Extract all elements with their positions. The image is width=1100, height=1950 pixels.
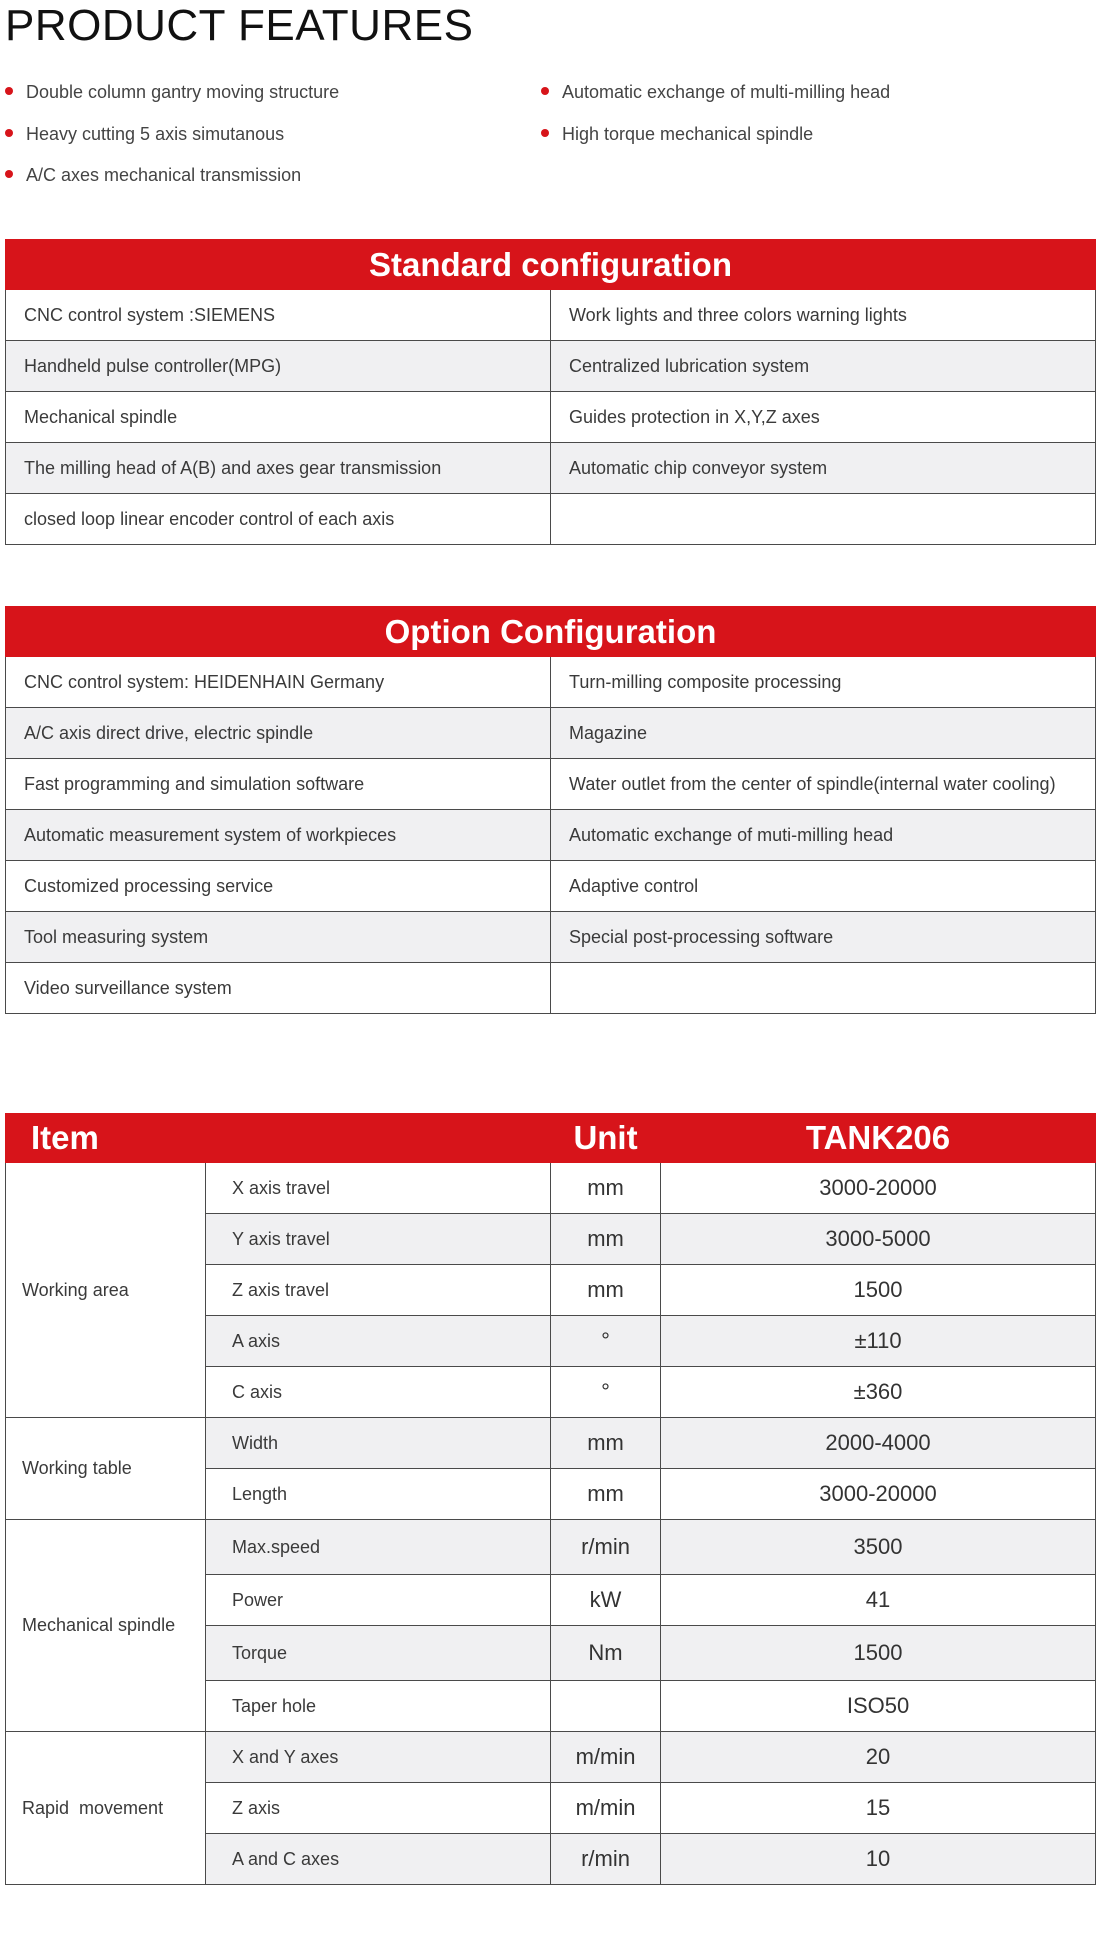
table-cell: Special post-processing software: [551, 912, 1096, 963]
table-cell: Adaptive control: [551, 861, 1096, 912]
standard-configuration-title: Standard configuration: [6, 240, 1096, 290]
table-cell: Work lights and three colors warning lights: [551, 290, 1096, 341]
spec-unit: m/min: [551, 1732, 661, 1783]
bullet-dot-icon: [541, 87, 549, 95]
spec-item: X and Y axes: [206, 1732, 551, 1783]
spec-item: Z axis travel: [206, 1265, 551, 1316]
spec-value: 10: [661, 1834, 1096, 1885]
spec-unit: r/min: [551, 1520, 661, 1575]
table-cell: [551, 963, 1096, 1014]
spec-item: Y axis travel: [206, 1214, 551, 1265]
group-label: Rapid movement: [6, 1732, 206, 1885]
header-model: TANK206: [661, 1114, 1096, 1163]
spec-unit: °: [551, 1367, 661, 1418]
bullet-dot-icon: [5, 87, 13, 95]
table-cell: Fast programming and simulation software: [6, 759, 551, 810]
spec-item: Taper hole: [206, 1681, 551, 1732]
spec-unit: mm: [551, 1265, 661, 1316]
spec-unit: mm: [551, 1163, 661, 1214]
table-cell: Magazine: [551, 708, 1096, 759]
table-row: [6, 1163, 1096, 1214]
group-label: Working area: [6, 1163, 206, 1418]
header-item: Item: [6, 1114, 551, 1163]
spec-value: 3500: [661, 1520, 1096, 1575]
table-cell: [551, 494, 1096, 545]
spec-value: ±360: [661, 1367, 1096, 1418]
table-cell: Video surveillance system: [6, 963, 551, 1014]
table-cell: Automatic exchange of muti-milling head: [551, 810, 1096, 861]
bullet-dot-icon: [541, 129, 549, 137]
table-cell: Centralized lubrication system: [551, 341, 1096, 392]
spec-value: 20: [661, 1732, 1096, 1783]
group-label: Working table: [6, 1418, 206, 1520]
spec-value: 3000-5000: [661, 1214, 1096, 1265]
spec-item: Z axis: [206, 1783, 551, 1834]
spec-unit: mm: [551, 1469, 661, 1520]
table-cell: Guides protection in X,Y,Z axes: [551, 392, 1096, 443]
table-row: [6, 1732, 1096, 1783]
table-row: [6, 1520, 1096, 1575]
spec-item: C axis: [206, 1367, 551, 1418]
table-cell: CNC control system: HEIDENHAIN Germany: [6, 657, 551, 708]
spec-value: 3000-20000: [661, 1469, 1096, 1520]
spec-unit: Nm: [551, 1626, 661, 1681]
group-label: Mechanical spindle: [6, 1520, 206, 1732]
spec-value: 2000-4000: [661, 1418, 1096, 1469]
spec-value: 1500: [661, 1265, 1096, 1316]
spec-item: Torque: [206, 1626, 551, 1681]
table-cell: CNC control system :SIEMENS: [6, 290, 551, 341]
spec-value: ISO50: [661, 1681, 1096, 1732]
spec-item: A axis: [206, 1316, 551, 1367]
specification-header-row: [6, 1114, 1096, 1163]
bullet-dot-icon: [5, 170, 13, 178]
spec-unit: [551, 1681, 661, 1732]
table-cell: Turn-milling composite processing: [551, 657, 1096, 708]
spec-unit: kW: [551, 1575, 661, 1626]
spec-value: 1500: [661, 1626, 1096, 1681]
spec-item: Power: [206, 1575, 551, 1626]
table-cell: Tool measuring system: [6, 912, 551, 963]
table-cell: Automatic chip conveyor system: [551, 443, 1096, 494]
feature-item: Heavy cutting 5 axis simutanous: [5, 122, 284, 146]
spec-value: ±110: [661, 1316, 1096, 1367]
spec-unit: mm: [551, 1214, 661, 1265]
spec-value: 3000-20000: [661, 1163, 1096, 1214]
header-unit: Unit: [551, 1114, 661, 1163]
spec-item: X axis travel: [206, 1163, 551, 1214]
spec-item: Length: [206, 1469, 551, 1520]
table-cell: Customized processing service: [6, 861, 551, 912]
table-cell: The milling head of A(B) and axes gear transmission: [6, 443, 551, 494]
feature-item: Double column gantry moving structure: [5, 80, 339, 104]
option-configuration-title: Option Configuration: [6, 607, 1096, 657]
table-cell: Handheld pulse controller(MPG): [6, 341, 551, 392]
table-cell: Water outlet from the center of spindle(internal water cooling): [551, 759, 1096, 810]
option-configuration-table: [5, 606, 1096, 1014]
spec-unit: r/min: [551, 1834, 661, 1885]
page-title: PRODUCT FEATURES: [5, 1, 474, 50]
table-cell: closed loop linear encoder control of each axis: [6, 494, 551, 545]
feature-item: A/C axes mechanical transmission: [5, 163, 301, 187]
feature-item: Automatic exchange of multi-milling head: [541, 80, 890, 104]
spec-item: Max.speed: [206, 1520, 551, 1575]
table-cell: Mechanical spindle: [6, 392, 551, 443]
table-row: [6, 1418, 1096, 1469]
spec-item: Width: [206, 1418, 551, 1469]
specification-table: [5, 1113, 1096, 1885]
table-cell: Automatic measurement system of workpieces: [6, 810, 551, 861]
spec-value: 15: [661, 1783, 1096, 1834]
spec-unit: °: [551, 1316, 661, 1367]
feature-item: High torque mechanical spindle: [541, 122, 813, 146]
spec-unit: mm: [551, 1418, 661, 1469]
standard-configuration-table: [5, 239, 1096, 545]
spec-unit: m/min: [551, 1783, 661, 1834]
table-cell: A/C axis direct drive, electric spindle: [6, 708, 551, 759]
spec-value: 41: [661, 1575, 1096, 1626]
bullet-dot-icon: [5, 129, 13, 137]
spec-item: A and C axes: [206, 1834, 551, 1885]
